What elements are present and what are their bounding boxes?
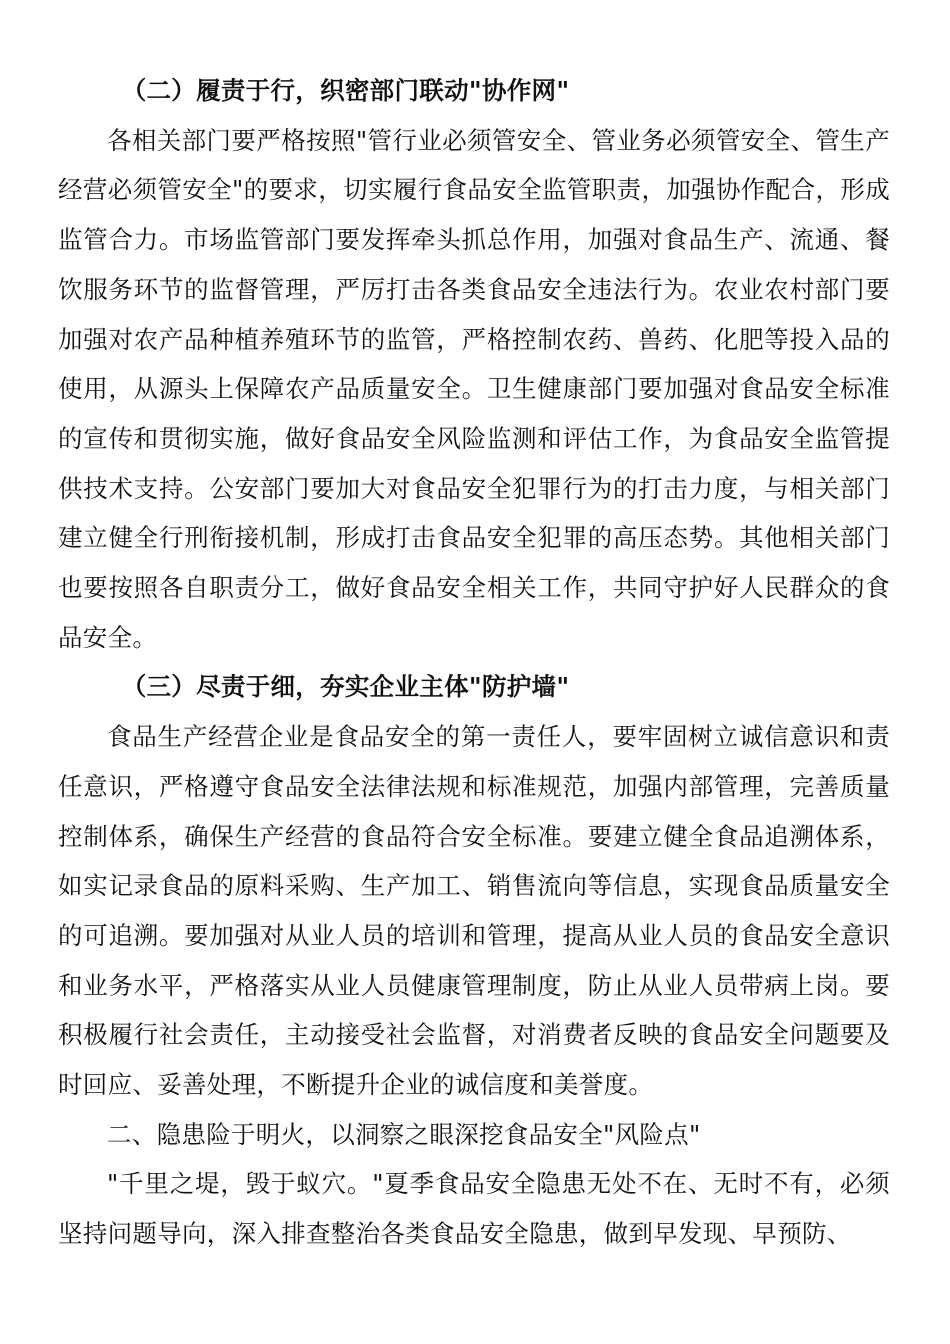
paragraph-enterprises: 食品生产经营企业是食品安全的第一责任人，要牢固树立诚信意识和责任意识，严格遵守食品安全法律法规和标准规范，加强内部管理，完善质量控制体系，确保生产经营的食品符合安全标准。要建立健全食品追溯体系，如实记录食品的原料采购、生产加工、销售流向等信息，实现食品质量安全的可追溯。要加强对从业人员的培训和管理，提高从业人员的食品安全意识和业务水平，严格落实从业人员健康管理制度，防止从业人员带病上岗。要积极履行社会责任，主动接受社会监督，对消费者反映的食品安全问题要及时回应、妥善处理，不断提升企业的诚信度和美誉度。 <box>58 722 890 1100</box>
section-heading-2: （二）履责于行，织密部门联动"协作网" <box>121 76 570 105</box>
section-heading-3: （三）尽责于细，夯实企业主体"防护墙" <box>121 672 570 702</box>
paragraph-hazards: "千里之堤，毁于蚁穴。"夏季食品安全隐患无处不在、无时不有，必须坚持问题导向，深入排查整治各类食品安全隐患，做到早发现、早预防、 <box>58 1169 890 1249</box>
document-body <box>58 66 890 1259</box>
paragraph-departments: 各相关部门要严格按照"管行业必须管安全、管业务必须管安全、管生产经营必须管安全"的要求，切实履行食品安全监管职责，加强协作配合，形成监管合力。市场监管部门要发挥牵头抓总作用，加强对食品生产、流通、餐饮服务环节的监督管理，严厉打击各类食品安全违法行为。农业农村部门要加强对农产品种植养殖环节的监管，严格控制农药、兽药、化肥等投入品的使用，从源头上保障农产品质量安全。卫生健康部门要加强对食品安全标准的宣传和贯彻实施，做好食品安全风险监测和评估工作，为食品安全监管提供技术支持。公安部门要加大对食品安全犯罪行为的打击力度，与相关部门建立健全行刑衔接机制，形成打击食品安全犯罪的高压态势。其他相关部门也要按照各自职责分工，做好食品安全相关工作，共同守护好人民群众的食品安全。 <box>58 125 890 652</box>
chapter-heading-2: 二、隐患险于明火，以洞察之眼深挖食品安全"风险点" <box>107 1119 701 1149</box>
